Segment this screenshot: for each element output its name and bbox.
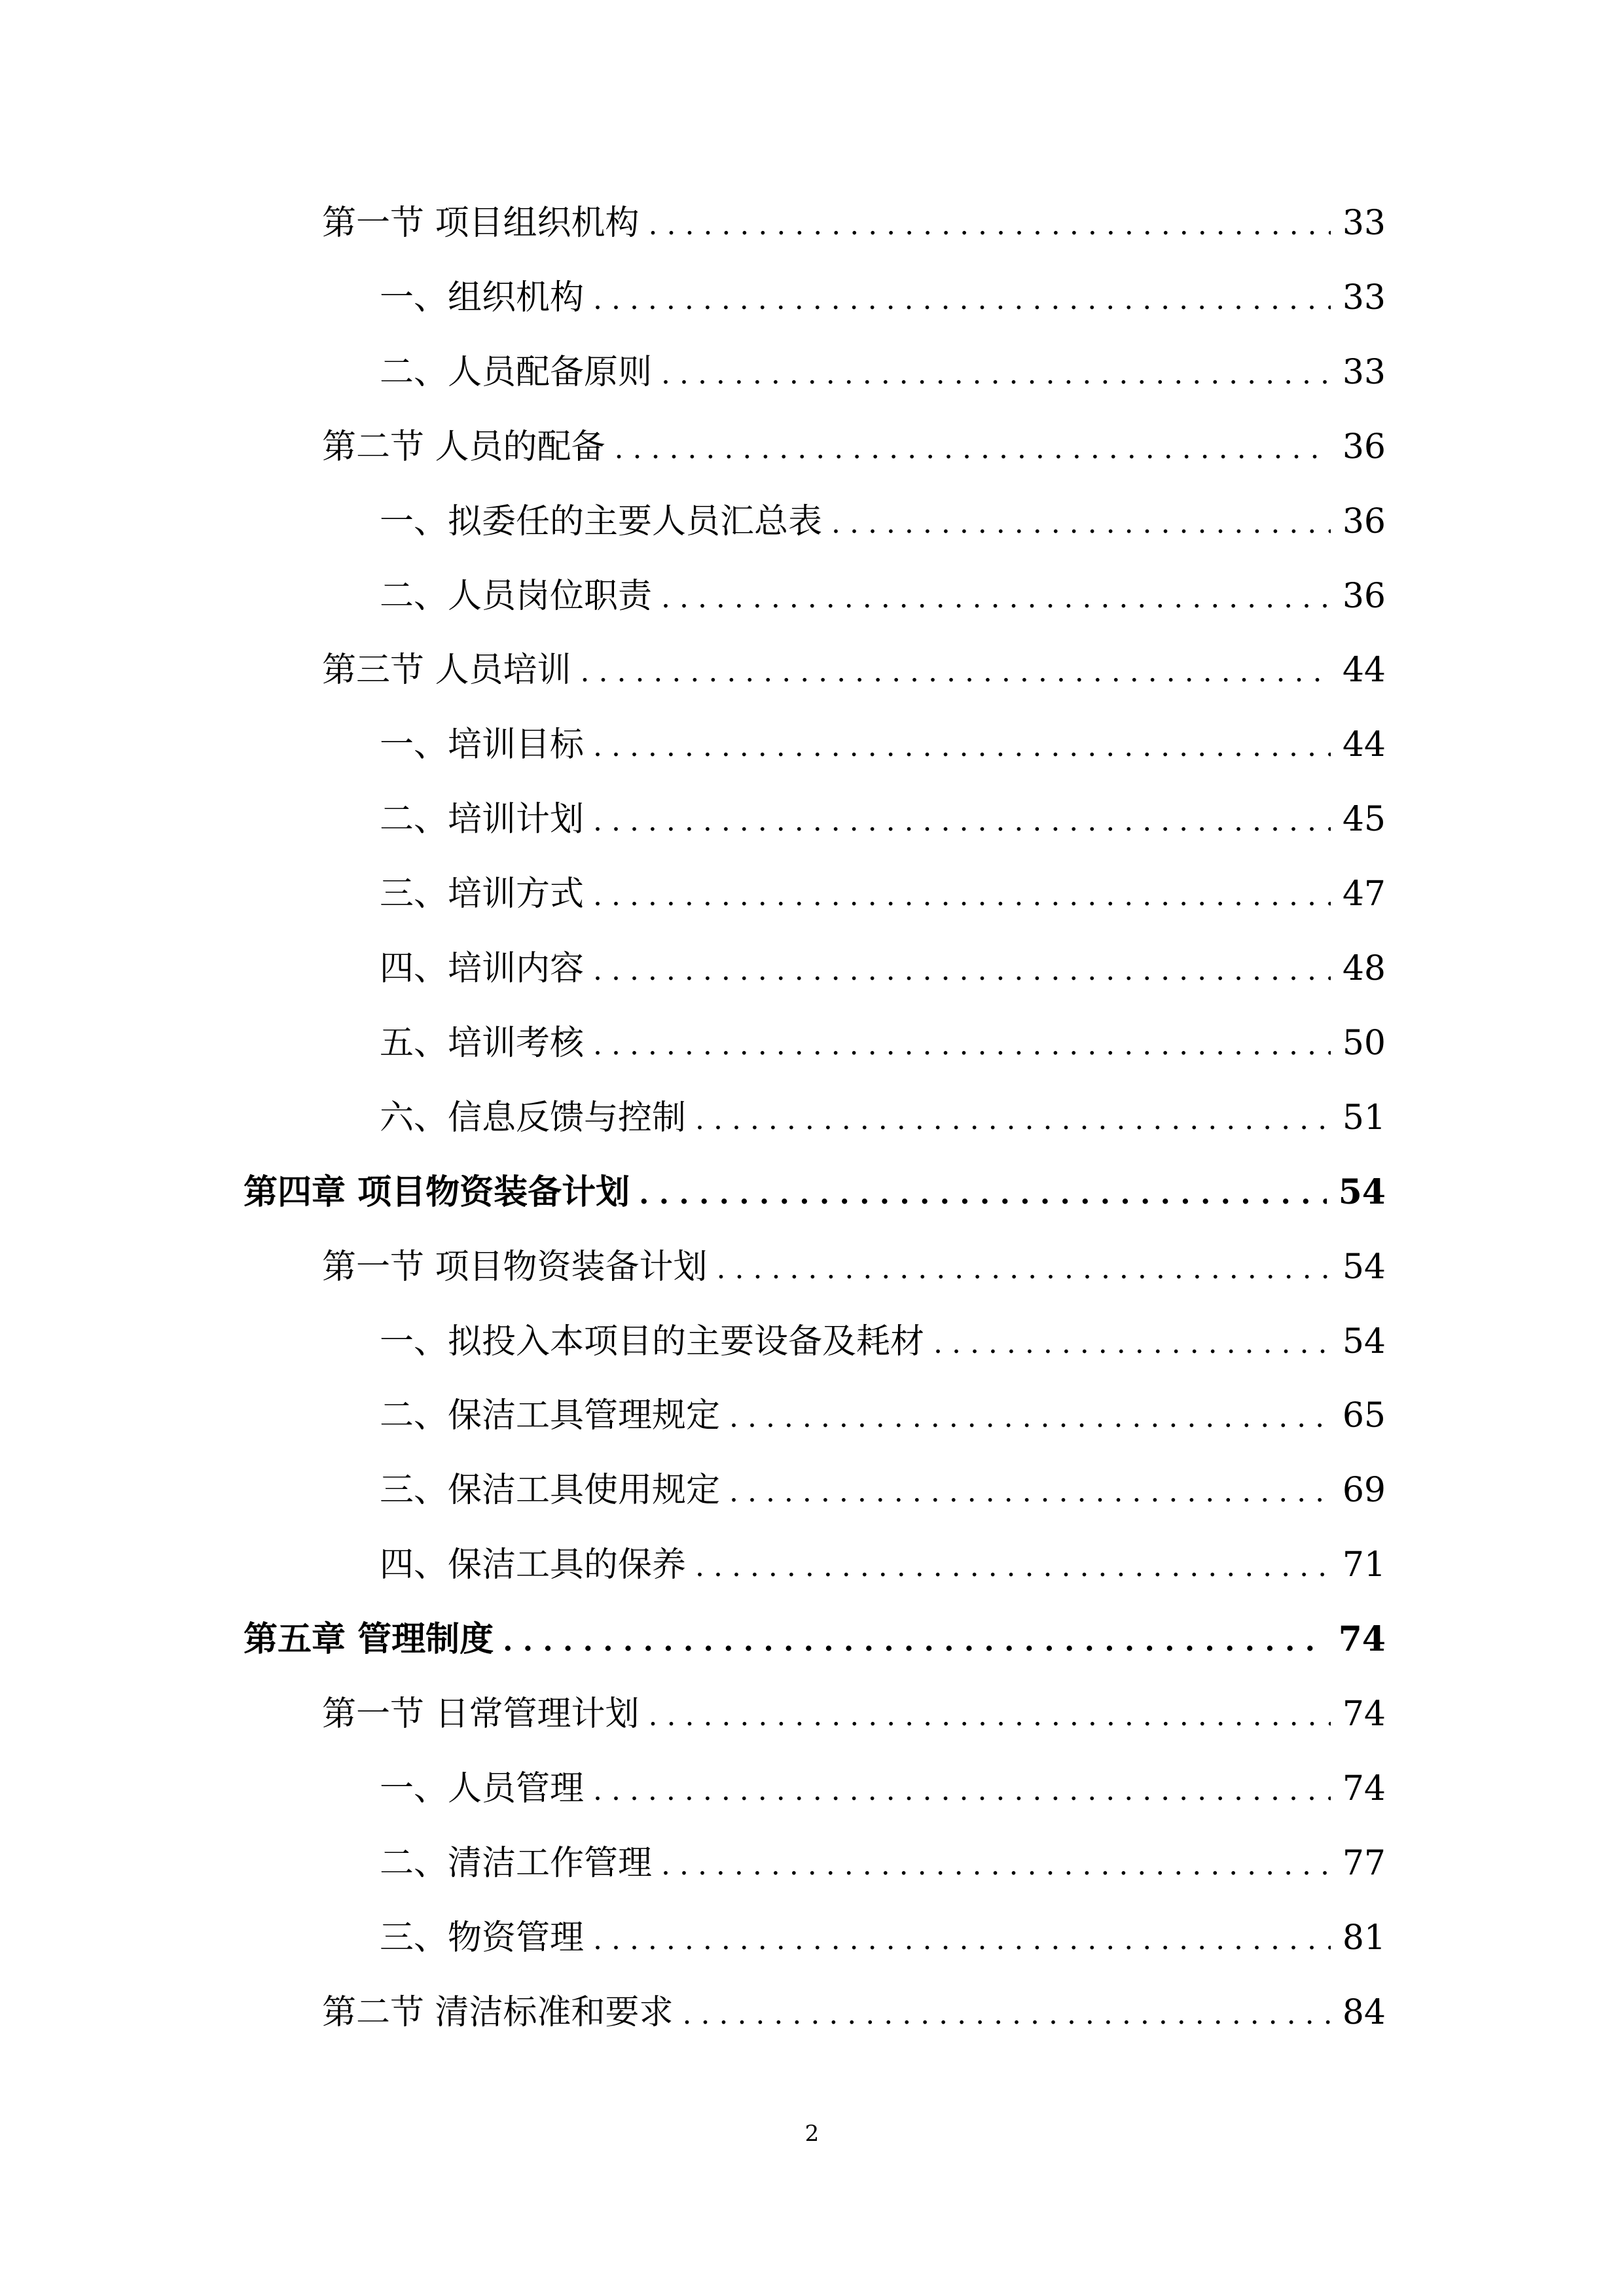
toc-entry-title: 一、培训目标 <box>380 725 585 764</box>
page-number: 2 <box>804 2121 820 2147</box>
toc-dot-leader <box>695 1537 1331 1596</box>
toc-entry-page: 54 <box>1342 1247 1386 1287</box>
toc-entry[interactable] <box>380 790 1386 849</box>
toc-dot-leader <box>649 196 1331 255</box>
toc-entry-title: 第一节 项目组织机构 <box>322 204 640 243</box>
toc-entry[interactable] <box>322 1685 1386 1744</box>
toc-entry-page: 47 <box>1342 874 1386 914</box>
toc-entry-title: 二、保洁工具管理规定 <box>380 1396 721 1435</box>
toc-entry[interactable] <box>322 641 1386 700</box>
toc-entry-page: 36 <box>1342 577 1386 616</box>
toc-entry[interactable] <box>380 1759 1386 1818</box>
toc-entry-page: 84 <box>1342 1993 1386 2032</box>
toc-dot-leader <box>933 1314 1331 1373</box>
toc-entry-page: 36 <box>1342 502 1386 541</box>
toc-dot-leader <box>593 792 1331 851</box>
toc-entry[interactable] <box>380 1088 1386 1147</box>
toc-entry-page: 44 <box>1342 725 1386 764</box>
toc-entry-title: 一、拟委任的主要人员汇总表 <box>380 502 823 541</box>
toc-entry[interactable] <box>380 865 1386 924</box>
toc-entry[interactable] <box>380 1461 1386 1520</box>
toc-entry-title: 第二节 清洁标准和要求 <box>322 1993 674 2032</box>
toc-entry-title: 三、保洁工具使用规定 <box>380 1471 721 1510</box>
toc-entry[interactable] <box>380 1014 1386 1073</box>
toc-entry-title: 第一节 项目物资装备计划 <box>322 1247 708 1287</box>
toc-dot-leader <box>615 420 1331 478</box>
toc-dot-leader <box>729 1388 1331 1447</box>
toc-entry-title: 一、拟投入本项目的主要设备及耗材 <box>380 1322 925 1361</box>
toc-entry-page: 33 <box>1342 204 1386 243</box>
toc-entry-title: 一、组织机构 <box>380 278 585 317</box>
toc-entry-title: 第二节 人员的配备 <box>322 427 605 467</box>
toc-dot-leader <box>661 569 1331 628</box>
toc-entry-title: 四、保洁工具的保养 <box>380 1545 687 1585</box>
toc-dot-leader <box>593 867 1331 925</box>
toc-entry-title: 第一节 日常管理计划 <box>322 1695 640 1734</box>
toc-entry-page: 36 <box>1342 427 1386 467</box>
toc-entry-page: 74 <box>1342 1769 1386 1808</box>
toc-dot-leader <box>729 1463 1331 1522</box>
toc-entry-page: 65 <box>1342 1396 1386 1435</box>
toc-entry-page: 54 <box>1342 1322 1386 1361</box>
toc-entry[interactable] <box>380 1909 1386 1967</box>
toc-entry-page: 45 <box>1342 800 1386 839</box>
toc-entry[interactable] <box>380 343 1386 402</box>
toc-entry-page: 71 <box>1342 1545 1386 1585</box>
toc-entry-title: 二、清洁工作管理 <box>380 1844 653 1883</box>
toc-entry-page: 69 <box>1342 1471 1386 1510</box>
toc-dot-leader <box>661 1836 1331 1895</box>
toc-entry-title: 一、人员管理 <box>380 1769 585 1808</box>
toc-entry-page: 44 <box>1342 651 1386 690</box>
toc-entry[interactable] <box>322 194 1386 253</box>
toc-entry[interactable] <box>380 1834 1386 1893</box>
toc-entry-title: 三、物资管理 <box>380 1918 585 1958</box>
toc-entry[interactable] <box>380 268 1386 327</box>
toc-entry-title: 第三节 人员培训 <box>322 651 571 690</box>
toc-dot-leader <box>593 1761 1331 1820</box>
toc-entry[interactable] <box>380 492 1386 551</box>
toc-dot-leader <box>683 1985 1331 2044</box>
toc-entry-page: 54 <box>1338 1172 1386 1212</box>
toc-entry-title: 二、人员岗位职责 <box>380 577 653 616</box>
toc-entry-title: 第五章 管理制度 <box>244 1619 494 1659</box>
toc-entry[interactable] <box>322 418 1386 476</box>
toc-entry[interactable] <box>380 1312 1386 1371</box>
toc-entry[interactable] <box>322 1983 1386 2042</box>
toc-entry-page: 77 <box>1342 1844 1386 1883</box>
toc-entry-title: 三、培训方式 <box>380 874 585 914</box>
toc-entry-page: 50 <box>1342 1024 1386 1063</box>
toc-entry[interactable] <box>380 567 1386 626</box>
toc-dot-leader <box>695 1090 1331 1149</box>
toc-entry[interactable] <box>380 1386 1386 1445</box>
toc-entry-page: 33 <box>1342 353 1386 392</box>
toc-entry[interactable] <box>322 1238 1386 1297</box>
toc-dot-leader <box>503 1612 1327 1671</box>
toc-entry-page: 51 <box>1342 1098 1386 1138</box>
toc-entry-page: 81 <box>1342 1918 1386 1958</box>
toc-dot-leader <box>593 717 1331 776</box>
toc-entry-page: 74 <box>1342 1695 1386 1734</box>
toc-entry-title: 第四章 项目物资装备计划 <box>244 1172 630 1212</box>
toc-entry-title: 五、培训考核 <box>380 1024 585 1063</box>
toc-entry[interactable] <box>380 1535 1386 1594</box>
toc-entry-page: 48 <box>1342 949 1386 988</box>
toc-entry-title: 二、人员配备原则 <box>380 353 653 392</box>
toc-entry[interactable] <box>380 939 1386 998</box>
toc-dot-leader <box>593 1910 1331 1969</box>
toc-entry[interactable] <box>244 1610 1386 1669</box>
toc-dot-leader <box>593 270 1331 329</box>
toc-dot-leader <box>661 345 1331 404</box>
toc-dot-leader <box>649 1687 1331 1746</box>
toc-dot-leader <box>639 1165 1327 1224</box>
toc-entry-page: 74 <box>1338 1619 1386 1659</box>
toc-entry[interactable] <box>244 1163 1386 1222</box>
toc-dot-leader <box>717 1240 1331 1299</box>
toc-dot-leader <box>593 941 1331 1000</box>
toc-dot-leader <box>831 494 1331 553</box>
toc-entry-title: 四、培训内容 <box>380 949 585 988</box>
toc-entry[interactable] <box>380 715 1386 774</box>
toc-entry-title: 六、信息反馈与控制 <box>380 1098 687 1138</box>
toc-entry-page: 33 <box>1342 278 1386 317</box>
toc-entry-title: 二、培训计划 <box>380 800 585 839</box>
toc-dot-leader <box>593 1016 1331 1075</box>
toc-dot-leader <box>581 643 1331 702</box>
